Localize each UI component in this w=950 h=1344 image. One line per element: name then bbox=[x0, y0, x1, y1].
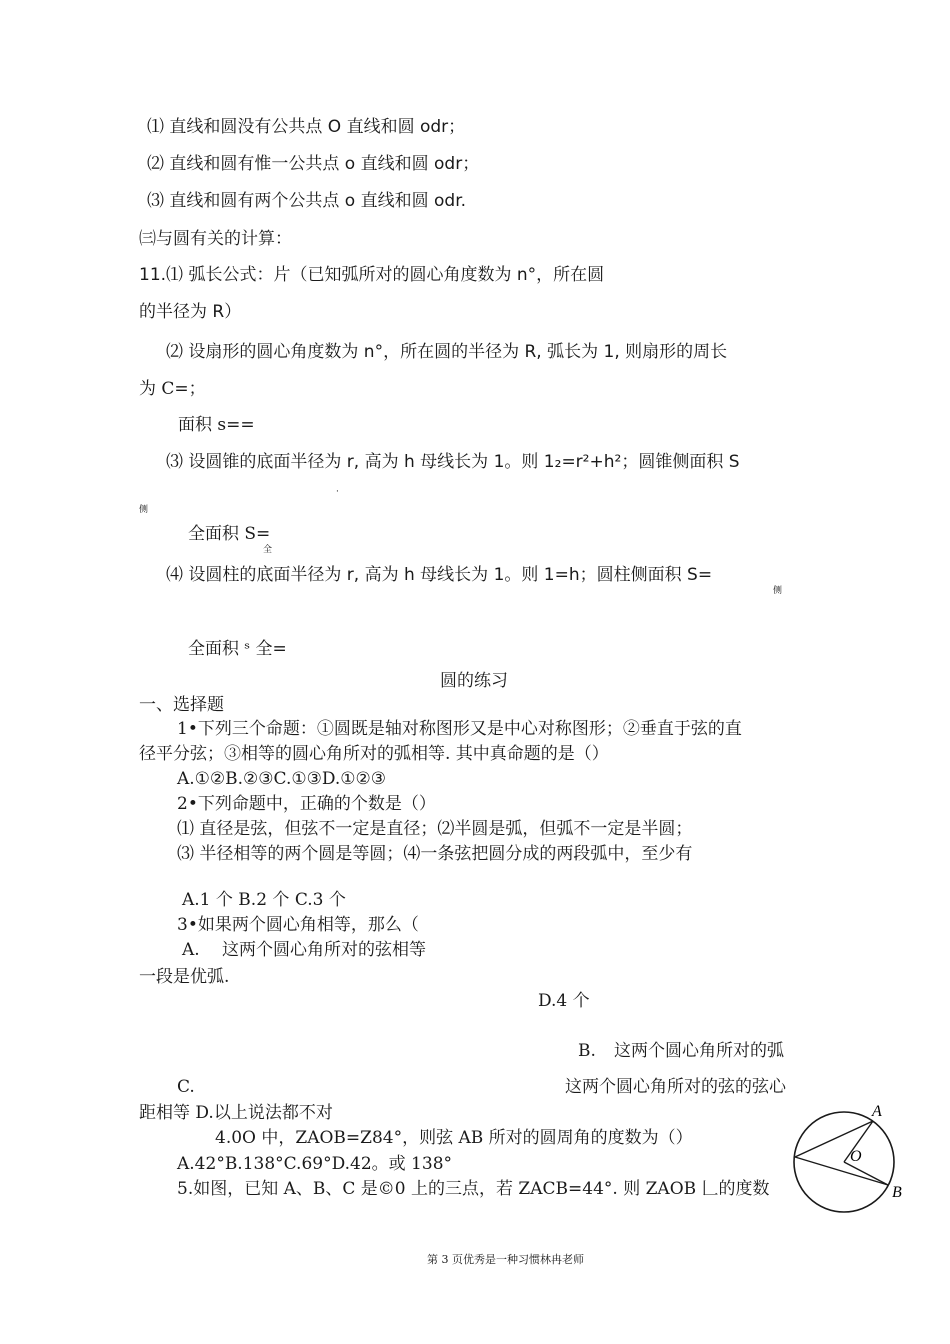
line-two-common-points: ⑶ 直线和圆有两个公共点 o 直线和圆 odr. bbox=[147, 191, 467, 211]
section-multiple-choice: 一、选择题 bbox=[139, 695, 224, 715]
question-4: 4.0O 中，ZAOB=Z84°，则弦 AB 所对的圆周角的度数为（） bbox=[215, 1128, 693, 1148]
label-o: O bbox=[850, 1148, 862, 1165]
question-1-options: A.①②B.②③C.①③D.①②③ bbox=[177, 769, 386, 789]
cone-total-area: 全面积 S= bbox=[188, 524, 271, 544]
cone-dot: · bbox=[336, 487, 339, 497]
question-2: 2•下列命题中，正确的个数是（） bbox=[177, 794, 436, 814]
arc-length-formula-cont: 的半径为 R） bbox=[139, 302, 242, 322]
question-1: 1•下列三个命题：①圆既是轴对称图形又是中心对称图形；②垂直于弦的直 bbox=[177, 719, 742, 739]
exercise-title: 圆的练习 bbox=[440, 671, 508, 691]
circle-figure bbox=[788, 1095, 918, 1220]
cylinder-side-subscript: 侧 bbox=[773, 586, 783, 596]
question-3-option-a-label: A. bbox=[182, 940, 200, 960]
question-3-option-c: 这两个圆心角所对的弦的弦心 bbox=[565, 1077, 786, 1097]
question-2-tail: 一段是优弧. bbox=[139, 967, 230, 987]
sector-perimeter: ⑵ 设扇形的圆心角度数为 n°，所在圆的半径为 R, 弧长为 1, 则扇形的周长 bbox=[166, 342, 728, 362]
section-circle-calculation: ㈢与圆有关的计算： bbox=[139, 229, 292, 249]
question-3: 3•如果两个圆心角相等，那么（ bbox=[177, 915, 419, 935]
question-3-option-a: 这两个圆心角所对的弦相等 bbox=[222, 940, 426, 960]
cone-formula: ⑶ 设圆锥的底面半径为 r, 高为 h 母线长为 1。则 1₂=r²+h²；圆锥侧面积 S bbox=[166, 452, 740, 472]
question-2-item-b: ⑶ 半径相等的两个圆是等圆；⑷一条弦把圆分成的两段弧中，至少有 bbox=[177, 844, 693, 864]
question-5: 5.如图，已知 A、B、C 是©0 上的三点，若 ZACB=44°. 则 ZAOB 𠃊的度数 bbox=[177, 1179, 770, 1199]
label-b: B bbox=[892, 1184, 902, 1201]
chord-cb bbox=[795, 1157, 888, 1185]
question-2-item-a: ⑴ 直径是弦，但弦不一定是直径；⑵半圆是弧，但弧不一定是半圆； bbox=[177, 819, 693, 839]
line-no-common-point: ⑴ 直线和圆没有公共点 O 直线和圆 odr； bbox=[147, 117, 466, 137]
question-1-cont: 径平分弦；③相等的圆心角所对的弧相等. 其中真命题的是（） bbox=[139, 744, 609, 764]
question-4-options: A.42°B.138°C.69°D.42。或 138° bbox=[177, 1154, 453, 1174]
cone-total-subscript: 全 bbox=[263, 545, 273, 555]
question-3-option-c-cont: 距相等 D.以上说法都不对 bbox=[139, 1103, 333, 1123]
sector-area: 面积 s== bbox=[178, 415, 255, 435]
sector-perimeter-cont: 为 C=； bbox=[139, 379, 206, 399]
cone-side-subscript: 侧 bbox=[139, 505, 149, 515]
question-2-option-d: D.4 个 bbox=[538, 991, 590, 1011]
question-3-option-b-label: B. bbox=[578, 1041, 596, 1061]
arc-length-formula: 11.⑴ 弧长公式：片（已知弧所对的圆心角度数为 n°，所在圆 bbox=[139, 265, 605, 285]
question-3-option-c-label: C. bbox=[177, 1077, 195, 1097]
cylinder-total-area: 全面积 ˢ 全= bbox=[188, 639, 287, 659]
label-a: A bbox=[872, 1103, 882, 1120]
cylinder-formula: ⑷ 设圆柱的底面半径为 r, 高为 h 母线长为 1。则 1=h；圆柱侧面积 S= bbox=[166, 565, 713, 585]
page-footer: 第 3 页优秀是一种习惯林冉老师 bbox=[427, 1253, 584, 1266]
line-one-common-point: ⑵ 直线和圆有惟一公共点 o 直线和圆 odr； bbox=[147, 154, 480, 174]
question-3-option-b: 这两个圆心角所对的弧 bbox=[614, 1041, 784, 1061]
question-2-options: A.1 个 B.2 个 C.3 个 bbox=[182, 890, 346, 910]
